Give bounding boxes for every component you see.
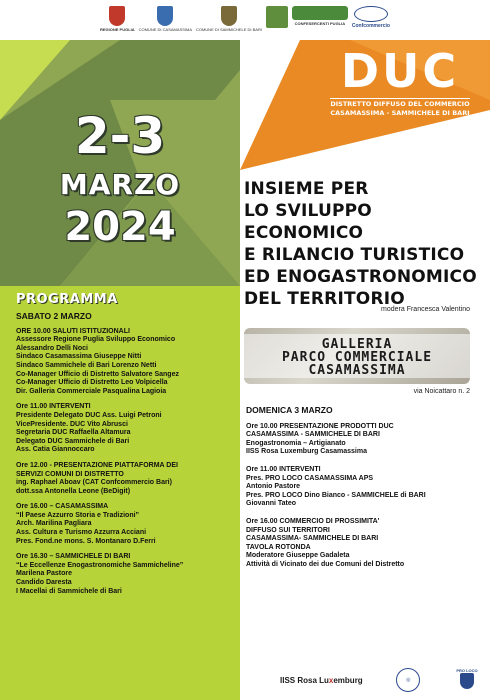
programme-line: Ore 16.00 COMMERCIO DI PROSSIMITA' [246, 517, 380, 525]
programme-line: dott.ssa Antonella Leone (BeDigit) [16, 487, 131, 495]
logo-building [266, 6, 288, 30]
programme-line: IISS Rosa Luxemburg Casamassima [246, 448, 367, 456]
logo-regione-puglia [100, 6, 135, 32]
iiss-accent: x [328, 675, 334, 685]
logo-label: COMUNE DI CASAMASSIMA [138, 27, 192, 32]
event-year: 2024 [64, 204, 176, 250]
programme-line: Ore 11.00 INTERVENTI [16, 403, 91, 411]
programme-line: Ore 10.00 PRESENTAZIONE PRODOTTI DUC [246, 422, 394, 430]
confcommercio-logo-icon [354, 6, 388, 22]
programme-line: Ass. Cultura e Turismo Azzurra Acciani [16, 529, 147, 537]
logo-label: Confcommercio [351, 23, 390, 29]
duc-subtitle-line-1: DISTRETTO DIFFUSO DEL COMMERCIO [330, 100, 470, 108]
programme-line: Dir. Galleria Commerciale Pasqualina Lagioia [16, 387, 167, 395]
logo-label: COMUNE DI SAMMICHELE DI BARI [195, 27, 262, 32]
programma-sunday [246, 406, 476, 579]
programme-line: Sindaco Sammichele di Bari Lorenzo Netti [16, 361, 157, 369]
programme-line: Segretaria DUC Raffaella Altamura [16, 429, 131, 437]
headline-line: ED ENOGASTRONOMICO [244, 267, 477, 287]
headline-line: E RILANCIO TURISTICO [244, 245, 465, 265]
galleria-banner [244, 328, 470, 384]
programme-line: ORE 10.00 SALUTI ISTITUZIONALI [16, 327, 130, 335]
programme-line: Attività di Vicinato dei due Comuni del Distretto [246, 560, 405, 568]
headline-line: LO SVILUPPO ECONOMICO [244, 201, 372, 243]
programme-line: CASAMASSIMA - SAMMICHELE DI BARI [246, 431, 380, 439]
programme-line: Ass. Catia Giannoccaro [16, 446, 95, 454]
programme-line: VicePresidente. DUC Vito Abrusci [16, 420, 128, 428]
iiss-prefix: IISS Rosa Lu [280, 675, 329, 685]
programme-line: Delegato DUC Sammichele di Bari [16, 437, 130, 445]
programme-line: CASAMASSIMA- SAMMICHELE DI BARI [246, 535, 379, 543]
duc-title: DUC [340, 44, 460, 98]
bottom-logos-row [280, 666, 480, 694]
programme-line: Presidente Delegato DUC Ass. Luigi Petroni [16, 411, 162, 419]
programme-line: ing. Raphael Aboav (CAT Confcommercio Bari) [16, 479, 172, 487]
programme-block [246, 466, 476, 509]
programme-line: Co-Manager Ufficio di Distretto Salvatore Sangez [16, 370, 179, 378]
logo-label: CONFESERCENTI PUGLIA [294, 21, 346, 26]
programme-line: Antonio Pastore [246, 483, 301, 491]
galleria-line: CASAMASSIMA [308, 363, 406, 378]
iiss-rosa-luxemburg-logo [280, 676, 363, 685]
programme-block [246, 423, 476, 457]
programme-block [16, 553, 238, 596]
building-logo-icon [266, 6, 288, 28]
programme-line: Candido Daresta [16, 579, 72, 587]
programme-line: TAVOLA ROTONDA [246, 543, 311, 551]
partner-logos-row [100, 6, 390, 46]
programme-block [16, 328, 238, 397]
headline-line: DEL TERRITORIO [244, 289, 405, 309]
programme-line: Co-Manager Ufficio di Distretto Leo Volpicella [16, 379, 168, 387]
programme-line: Ore 16.30 – SAMMICHELE DI BARI [16, 553, 131, 561]
programme-line: Marilena Pastore [16, 570, 73, 578]
circular-seal-icon: ◎ [396, 668, 420, 692]
programme-block [16, 503, 238, 546]
logo-confesercenti [292, 6, 348, 26]
logo-casamassima [139, 6, 192, 32]
programme-line: Pres. Fond.ne mons. S. Montanaro D.Ferri [16, 537, 156, 545]
logo-label: REGIONE PUGLIA [100, 27, 135, 32]
programme-line: I Macellai di Sammichele di Bari [16, 587, 122, 595]
programme-block [16, 462, 238, 496]
event-headline [244, 178, 484, 310]
moderator-text: modera Francesca Valentino [381, 306, 470, 313]
programme-line: Pres. PRO LOCO CASAMASSIMA APS [246, 474, 374, 482]
duc-divider [330, 98, 470, 99]
programme-line: DIFFUSO SUI TERRITORI [246, 526, 330, 534]
galleria-line: GALLERIA [321, 337, 393, 352]
programma-title: PROGRAMMA [16, 292, 118, 307]
programme-line: Giovanni Tateo [246, 500, 297, 508]
duc-subtitle-line-2: CASAMASSIMA - SAMMICHELE DI BARI [330, 109, 470, 117]
event-days: 2-3 [74, 107, 166, 165]
duc-subtitle [325, 100, 475, 118]
programme-block [16, 403, 238, 455]
regione-puglia-crest-icon [109, 6, 125, 26]
programme-line: Arch. Marilina Pagliara [16, 520, 92, 528]
programme-line: Enogastronomia – Artigianato [246, 439, 346, 447]
saturday-title: SABATO 2 MARZO [16, 311, 92, 321]
programme-line: Sindaco Casamassima Giuseppe Nitti [16, 353, 142, 361]
programme-line: SERVIZI COMUNI DI DISTRETTO [16, 470, 124, 478]
proloco-logo [454, 668, 480, 692]
iiss-suffix: emburg [333, 675, 363, 685]
proloco-label: PRO LOCO [456, 668, 478, 673]
galleria-line: PARCO COMMERCIALE [281, 350, 433, 365]
event-month: MARZO [59, 168, 181, 201]
logo-sammichele [196, 6, 262, 32]
programme-line: Ore 12.00 - PRESENTAZIONE PIATTAFORMA DEI [16, 461, 178, 469]
programme-line: “Il Paese Azzurro Storia e Tradizioni” [16, 511, 140, 519]
programme-line: “Le Eccellenze Enogastronomiche Sammicheline” [16, 561, 184, 569]
programme-block [246, 518, 476, 570]
programme-line: Ore 11.00 INTERVENTI [246, 465, 321, 473]
programma-saturday [16, 312, 238, 596]
logo-confcommercio [352, 6, 390, 30]
programme-line: Ore 16.00 – CASAMASSIMA [16, 503, 109, 511]
headline-line: INSIEME PER [244, 179, 369, 199]
casamassima-crest-icon [157, 6, 173, 26]
sunday-title: DOMENICA 3 MARZO [246, 405, 333, 415]
galleria-address: via Noicattaro n. 2 [413, 388, 470, 395]
programme-line: Alessandro Delli Noci [16, 344, 88, 352]
confesercenti-logo-icon [292, 6, 348, 20]
programme-line: Moderatore Giuseppe Gadaleta [246, 552, 350, 560]
shield-icon [460, 673, 474, 689]
programme-line: Assessore Regione Puglia Sviluppo Economico [16, 336, 176, 344]
sammichele-crest-icon [221, 6, 237, 26]
programme-line: Pres. PRO LOCO Dino Bianco - SAMMICHELE di BARI [246, 491, 426, 499]
galleria-name [244, 338, 470, 377]
